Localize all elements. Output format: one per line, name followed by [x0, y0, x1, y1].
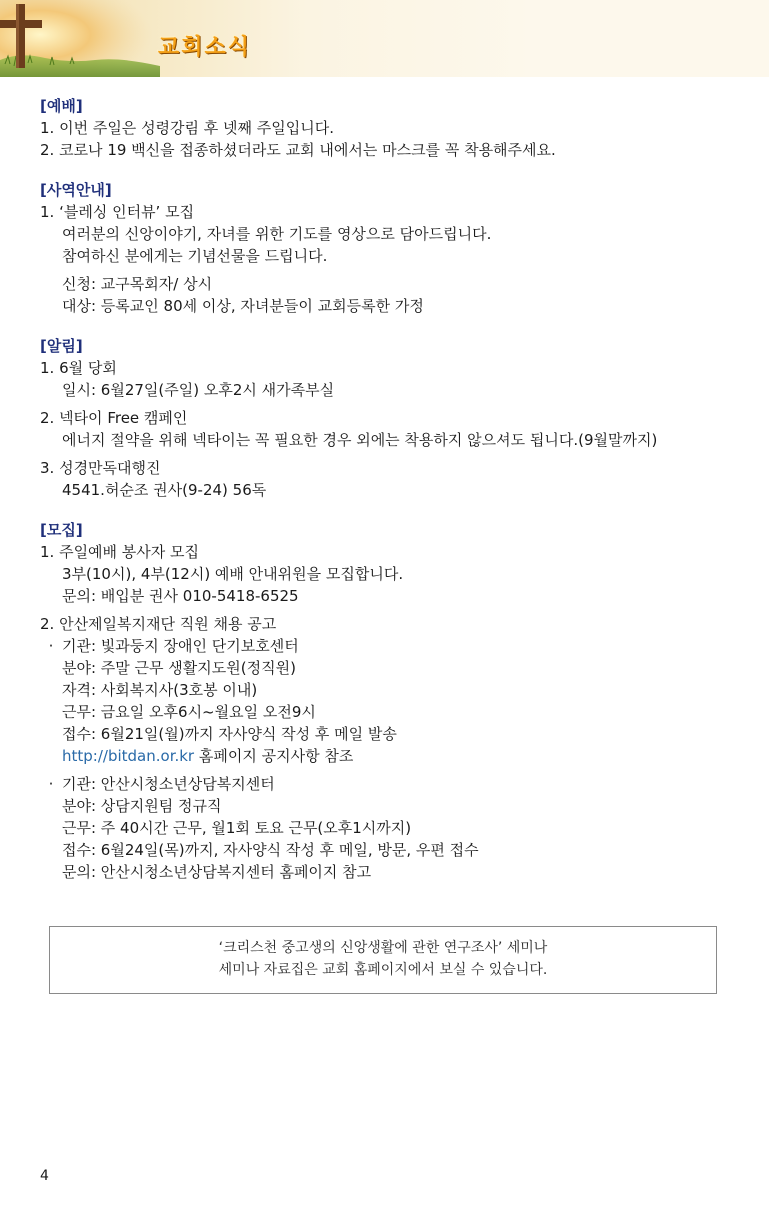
list-item-text: 에너지 절약을 위해 넥타이는 꼭 필요한 경우 외에는 착용하지 않으셔도 됩니다.(9월말까지)	[62, 431, 658, 449]
list-item-text: 일시: 6월27일(주일) 오후2시 새가족부실	[62, 381, 335, 399]
section-title: [알림]	[40, 337, 83, 355]
worship-section	[40, 95, 730, 161]
job-detail: 분야: 주말 근무 생활지도원(정직원)	[62, 659, 296, 677]
list-item-title: 2. 안산제일복지재단 직원 채용 공고	[40, 615, 277, 633]
page-number: 4	[40, 1168, 49, 1184]
ministry-section	[40, 179, 730, 317]
job-detail: 근무: 주 40시간 근무, 월1회 토요 근무(오후1시까지)	[62, 819, 412, 837]
cross-sunset-image	[0, 0, 160, 77]
bullet-mark: ·	[48, 637, 54, 655]
page-header	[0, 0, 769, 77]
main-content	[40, 95, 730, 901]
list-item-text: 문의: 배입분 권사 010-5418-6525	[62, 587, 299, 605]
bullet-mark: ·	[48, 775, 54, 793]
section-title: [예배]	[40, 97, 83, 115]
list-item-text: 대상: 등록교인 80세 이상, 자녀분들이 교회등록한 가정	[62, 297, 424, 315]
job-detail	[40, 745, 730, 767]
list-item: 1. 이번 주일은 성령강림 후 넷째 주일입니다.	[40, 119, 335, 137]
job-detail: 분야: 상담지원팀 정규직	[62, 797, 222, 815]
list-item-title: 1. 6월 당회	[40, 359, 117, 377]
list-item: 2. 코로나 19 백신을 접종하셨더라도 교회 내에서는 마스크를 꼭 착용해주세요.	[40, 141, 556, 159]
job-detail: 접수: 6월24일(목)까지, 자사양식 작성 후 메일, 방문, 우편 접수	[62, 841, 479, 859]
list-item-text: 4541.허순조 권사(9-24) 56독	[62, 481, 267, 499]
job-detail: 근무: 금요일 오후6시~월요일 오전9시	[62, 703, 316, 721]
page-title: 교회소식	[158, 35, 252, 60]
job-agency: 기관: 안산시청소년상담복지센터	[62, 775, 275, 793]
job-posting	[40, 635, 730, 657]
notice-line: ‘크리스천 중고생의 신앙생활에 관한 연구조사’ 세미나	[218, 940, 548, 956]
job-posting	[40, 773, 730, 795]
link-suffix: 홈페이지 공지사항 참조	[194, 747, 354, 765]
list-item-text: 3부(10시), 4부(12시) 예배 안내위원을 모집합니다.	[62, 565, 404, 583]
seminar-notice-box	[49, 926, 717, 994]
list-item-text: 참여하신 분에게는 기념선물을 드립니다.	[62, 247, 328, 265]
list-item-title: 1. ‘블레싱 인터뷰’ 모집	[40, 203, 195, 221]
section-title: [사역안내]	[40, 181, 112, 199]
recruit-section	[40, 519, 730, 883]
job-detail: 문의: 안산시청소년상담복지센터 홈페이지 참고	[62, 863, 372, 881]
list-item-text: 여러분의 신앙이야기, 자녀를 위한 기도를 영상으로 담아드립니다.	[62, 225, 492, 243]
list-item-text: 신청: 교구목회자/ 상시	[62, 275, 213, 293]
job-detail: 접수: 6월21일(월)까지 자사양식 작성 후 메일 발송	[62, 725, 397, 743]
notice-line: 세미나 자료집은 교회 홈페이지에서 보실 수 있습니다.	[218, 962, 548, 978]
list-item-title: 1. 주일예배 봉사자 모집	[40, 543, 200, 561]
job-agency: 기관: 빛과둥지 장애인 단기보호센터	[62, 637, 299, 655]
announce-section	[40, 335, 730, 501]
list-item-title: 2. 넥타이 Free 캠페인	[40, 409, 188, 427]
website-link[interactable]: http://bitdan.or.kr	[62, 747, 195, 765]
job-detail: 자격: 사회복지사(3호봉 이내)	[62, 681, 258, 699]
list-item-title: 3. 성경만독대행진	[40, 459, 161, 477]
section-title: [모집]	[40, 521, 83, 539]
